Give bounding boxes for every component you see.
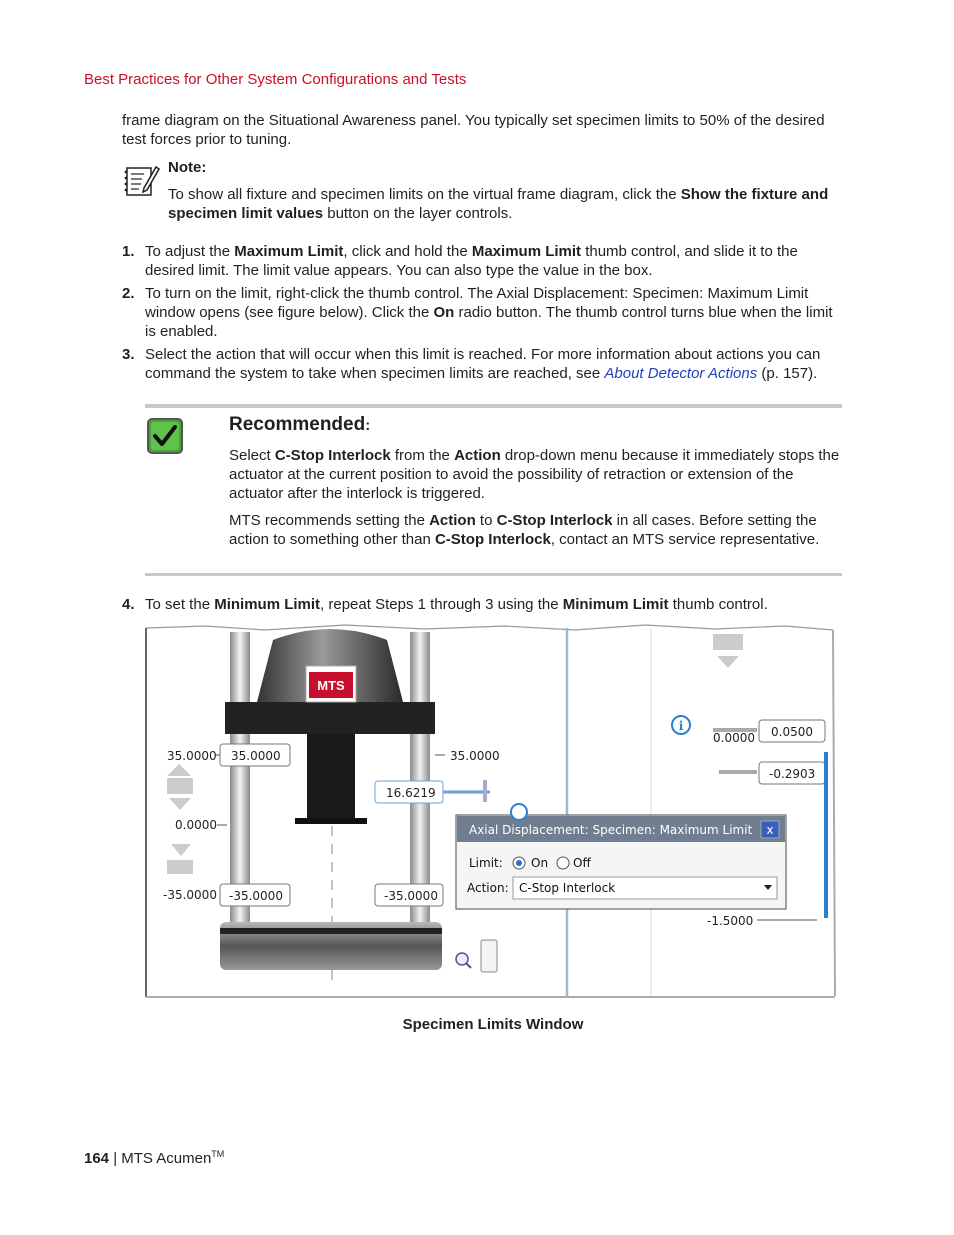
limit-on-label: On — [531, 856, 549, 870]
svg-text:i: i — [678, 719, 684, 733]
note-text: To show all fixture and specimen limits on the virtual frame diagram, click the Show the fixture and specimen limit values button on the layer controls. — [168, 186, 829, 222]
specimen-limits-figure — [145, 622, 845, 1002]
note-box — [168, 158, 848, 223]
axial-displacement-limit-dialog — [456, 815, 786, 909]
left-min-thumb-icon[interactable] — [167, 860, 193, 874]
actuator-rod — [307, 734, 355, 822]
recommended-title: Recommended: — [229, 414, 371, 435]
action-dropdown-value: C-Stop Interlock — [519, 881, 616, 895]
recommended-paragraph-2: MTS recommends setting the Action to C-Stop Interlock in all cases. Before setting the action to something other than C-Stop Interlock, contact an MTS service representative. — [229, 512, 820, 548]
intro-line-1: frame diagram on the Situational Awareness panel. You typically set specimen limits to 50% of the desired — [122, 112, 825, 129]
dialog-limit-label: Limit: — [469, 856, 503, 870]
note-pencil-icon — [124, 163, 160, 197]
layer-controls-icon[interactable] — [481, 940, 497, 972]
left-zero-label: 0.0000 — [175, 818, 217, 832]
dialog-action-label: Action: — [467, 881, 509, 895]
svg-text:-35.0000: -35.0000 — [384, 889, 438, 903]
left-upper-label: 35.0000 — [167, 749, 217, 763]
page-footer: 164 | MTS Acumen™ — [84, 1149, 225, 1167]
frame-column-left — [230, 632, 250, 962]
limit-off-radio[interactable] — [557, 857, 569, 869]
far-right-lower-label: -1.5000 — [707, 914, 754, 928]
step-1: 1. To adjust the Maximum Limit, click and hold the Maximum Limit thumb control, and slide it to the desired limit. The limit value appears. You can also type the value in the box. — [122, 243, 798, 279]
intro-line-2: test forces prior to tuning. — [122, 131, 292, 148]
step-4: 4. To set the Minimum Limit, repeat Steps 1 through 3 using the Minimum Limit thumb control. — [122, 596, 768, 613]
recommended-paragraph-1: Select C-Stop Interlock from the Action drop-down menu because it immediately stops the actuator at the current position to avoid the possibility of retraction or extension of the actuator after the interlock is triggered. — [229, 447, 840, 502]
svg-text:0.0500: 0.0500 — [771, 725, 813, 739]
recommended-bottom-rule — [145, 573, 842, 576]
checkmark-icon — [147, 418, 183, 454]
figure-caption: Specimen Limits Window — [402, 1016, 584, 1033]
left-lower-label: -35.0000 — [163, 888, 217, 902]
note-title: Note: — [168, 159, 207, 176]
svg-text:-0.2903: -0.2903 — [769, 767, 816, 781]
svg-text:x: x — [766, 823, 774, 837]
dialog-title: Axial Displacement: Specimen: Maximum Limit — [469, 823, 753, 837]
far-right-label: 0.0000 — [713, 731, 755, 745]
step-3: 3. Select the action that will occur when this limit is reached. For more information about actions you can command the system to take when specimen limits are reached, see About Detector Actions (p. 157). — [122, 346, 821, 382]
step-2: 2. To turn on the limit, right-click the thumb control. The Axial Displacement: Specimen: Maximum Limit window opens (see figure below). Click the On radio button. The thumb control turns blue when the limit is enabled. — [122, 285, 833, 340]
mts-logo: MTS — [317, 678, 345, 693]
recommended-top-rule — [145, 404, 842, 408]
running-head: Best Practices for Other System Configurations and Tests — [84, 71, 467, 88]
svg-text:35.0000: 35.0000 — [231, 749, 281, 763]
right-upper-label: 35.0000 — [450, 749, 500, 763]
svg-text:-35.0000: -35.0000 — [229, 889, 283, 903]
limit-off-label: Off — [573, 856, 591, 870]
svg-text:16.6219: 16.6219 — [386, 786, 436, 800]
about-detector-actions-link[interactable]: About Detector Actions — [604, 365, 758, 382]
